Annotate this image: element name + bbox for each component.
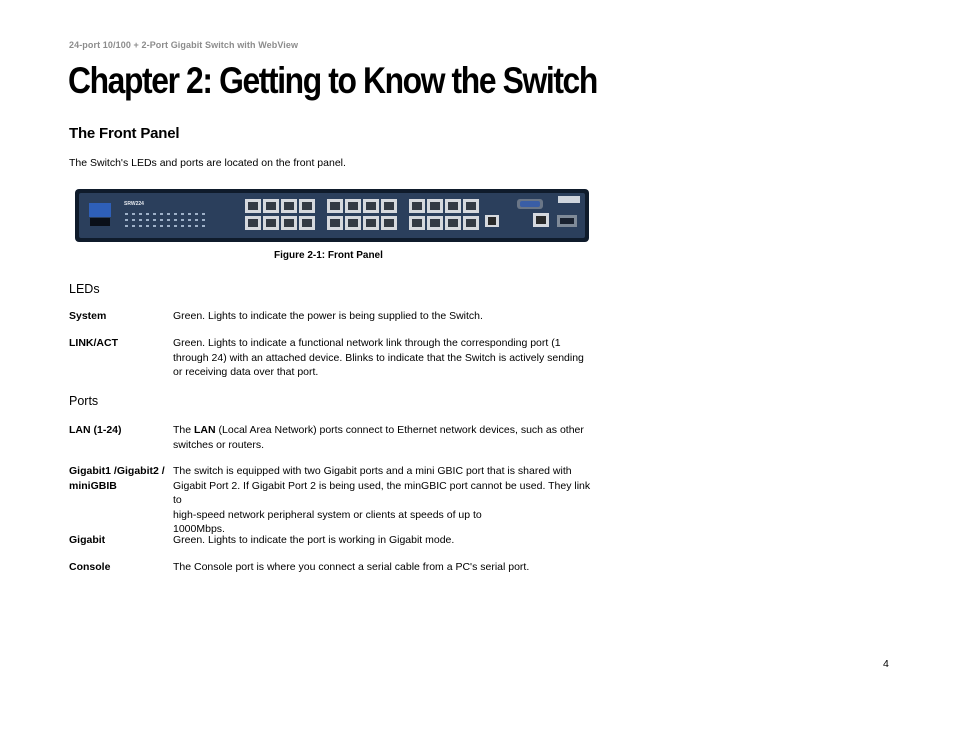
status-led bbox=[188, 213, 191, 215]
status-led bbox=[167, 219, 170, 221]
lan-port-socket bbox=[384, 219, 394, 227]
status-led bbox=[181, 225, 184, 227]
front-panel-figure bbox=[75, 189, 589, 242]
ports-heading: Ports bbox=[69, 394, 99, 408]
lan-port-socket bbox=[384, 202, 394, 210]
status-led bbox=[167, 225, 170, 227]
status-led bbox=[125, 225, 128, 227]
device-model-label: SRW224 bbox=[124, 201, 144, 207]
status-led bbox=[132, 225, 135, 227]
status-led bbox=[139, 213, 142, 215]
lan-port-socket bbox=[448, 219, 458, 227]
lan-port-socket bbox=[466, 219, 476, 227]
status-led bbox=[202, 219, 205, 221]
lan-port-socket bbox=[302, 202, 312, 210]
lan-port-socket bbox=[248, 202, 258, 210]
description-link-act: Green. Lights to indicate a functional network link through the corresponding port (1 through 24) with an attached device. Blinks to indicate that the Switch is actively sending or receiving data over that port. bbox=[173, 337, 584, 378]
brand-badge bbox=[558, 196, 580, 203]
status-led bbox=[160, 213, 163, 215]
status-led bbox=[188, 225, 191, 227]
status-led bbox=[174, 225, 177, 227]
lan-port-socket bbox=[266, 202, 276, 210]
status-led bbox=[125, 213, 128, 215]
status-led bbox=[174, 213, 177, 215]
description-gigabit-ports: The switch is equipped with two Gigabit ports and a mini GBIC port that is shared with Gigabit Port 2. If Gigabit Port 2 is being used, the minGBIC port cannot be used. They link to high-speed network peripheral system or clients at speeds of up to 1000Mbps. bbox=[173, 465, 591, 535]
front-panel-image bbox=[75, 189, 589, 242]
status-led bbox=[195, 225, 198, 227]
lan-port-socket bbox=[412, 202, 422, 210]
lan-port-socket bbox=[284, 202, 294, 210]
lan-port-socket bbox=[466, 202, 476, 210]
status-led bbox=[146, 219, 149, 221]
lan-port-socket bbox=[366, 219, 376, 227]
lan-port-socket bbox=[430, 219, 440, 227]
status-led bbox=[125, 219, 128, 221]
lan-port-socket bbox=[266, 219, 276, 227]
lan-port-socket bbox=[348, 219, 358, 227]
term-console: Console bbox=[69, 561, 111, 573]
description-gigabit-led: Green. Lights to indicate the port is working in Gigabit mode. bbox=[173, 534, 455, 546]
status-led bbox=[160, 219, 163, 221]
status-led bbox=[167, 213, 170, 215]
status-led bbox=[132, 219, 135, 221]
status-led bbox=[153, 225, 156, 227]
term-link-act: LINK/ACT bbox=[69, 337, 118, 349]
page-number: 4 bbox=[883, 658, 889, 670]
status-led bbox=[139, 225, 142, 227]
lan-port-socket bbox=[330, 219, 340, 227]
term-system: System bbox=[69, 310, 107, 322]
term-lan: LAN (1-24) bbox=[69, 424, 122, 436]
power-slot bbox=[90, 218, 110, 226]
lan-port-socket bbox=[284, 219, 294, 227]
description-system: Green. Lights to indicate the power is being supplied to the Switch. bbox=[173, 310, 483, 322]
status-led bbox=[139, 219, 142, 221]
status-led bbox=[181, 219, 184, 221]
lan-port-socket bbox=[248, 219, 258, 227]
intro-paragraph: The Switch's LEDs and ports are located on the front panel. bbox=[69, 157, 346, 169]
status-led bbox=[174, 219, 177, 221]
lan-port-socket bbox=[448, 202, 458, 210]
term-gigabit-ports: Gigabit1 /Gigabit2 / miniGBIB bbox=[69, 465, 165, 492]
lan-port-socket bbox=[348, 202, 358, 210]
status-led bbox=[153, 213, 156, 215]
lan-port-socket bbox=[366, 202, 376, 210]
status-led bbox=[153, 219, 156, 221]
status-led bbox=[195, 219, 198, 221]
lan-port-socket bbox=[412, 219, 422, 227]
status-led bbox=[160, 225, 163, 227]
lan-port-socket bbox=[302, 219, 312, 227]
chapter-title: Chapter 2: Getting to Know the Switch bbox=[68, 60, 597, 101]
status-led bbox=[146, 225, 149, 227]
running-header: 24-port 10/100 + 2-Port Gigabit Switch with WebView bbox=[69, 40, 299, 50]
status-led bbox=[132, 213, 135, 215]
section-title: The Front Panel bbox=[69, 125, 180, 142]
status-led bbox=[202, 225, 205, 227]
lan-port-socket bbox=[430, 202, 440, 210]
lan-port-socket bbox=[330, 202, 340, 210]
term-gigabit-led: Gigabit bbox=[69, 534, 106, 546]
status-led bbox=[188, 219, 191, 221]
description-console: The Console port is where you connect a serial cable from a PC's serial port. bbox=[173, 561, 530, 573]
description-lan: The LAN (Local Area Network) ports connect to Ethernet network devices, such as other switches or routers. bbox=[173, 424, 584, 451]
figure-caption: Figure 2-1: Front Panel bbox=[274, 250, 383, 261]
status-led bbox=[195, 213, 198, 215]
leds-heading: LEDs bbox=[69, 282, 100, 296]
brand-logo bbox=[89, 203, 111, 217]
status-led bbox=[146, 213, 149, 215]
status-led bbox=[181, 213, 184, 215]
status-led bbox=[202, 213, 205, 215]
